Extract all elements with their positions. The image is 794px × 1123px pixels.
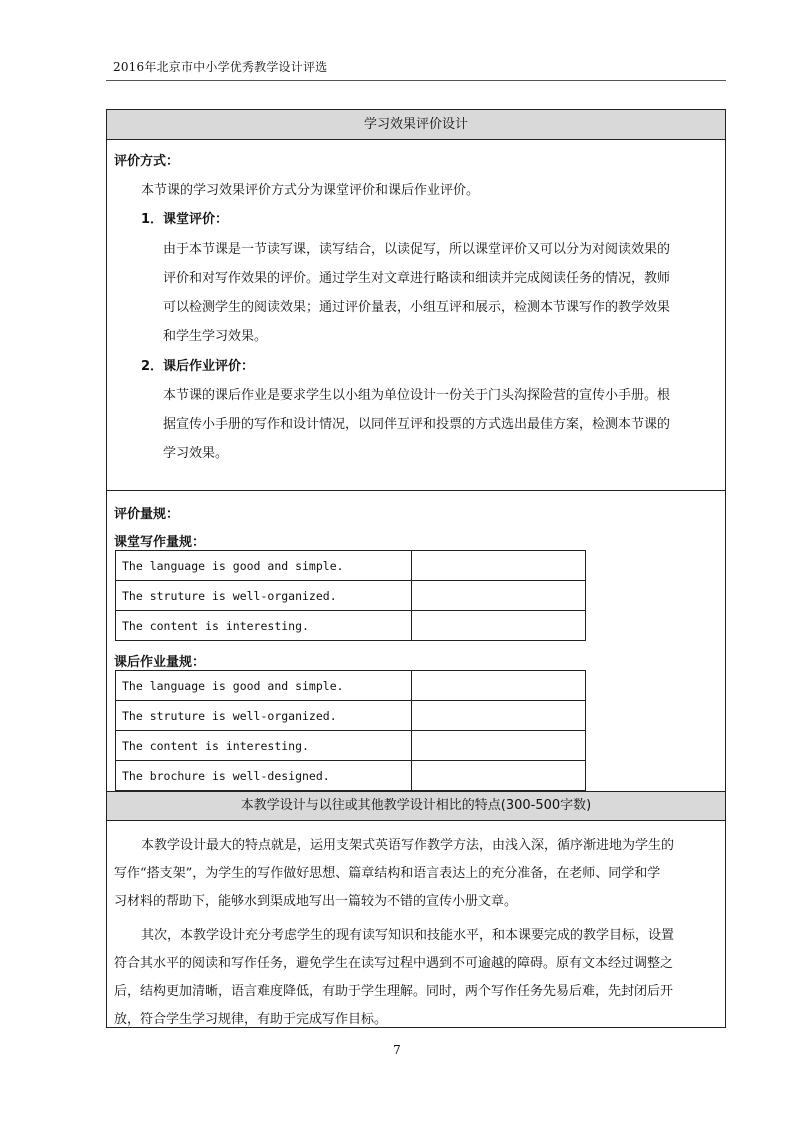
features-para2-line: 后，结构更加清晰，语言难度降低，有助于学生理解。同时，两个写作任务先易后难，先封闭后开 bbox=[114, 984, 674, 999]
rubric-criterion: The language is good and simple. bbox=[116, 551, 412, 581]
rubric-score-cell bbox=[412, 761, 586, 791]
classroom-eval-label: 1．课堂评价： bbox=[141, 212, 229, 227]
features-para1-line: 本教学设计最大的特点就是，运用支架式英语写作教学方法，由浅入深，循序渐进地为学生的 bbox=[141, 838, 675, 853]
features-para1-line: 写作“搭支架”，为学生的写作做好思想、篇章结构和语言表达上的充分准备，在老师、同学和学 bbox=[114, 866, 661, 881]
rubric-criterion: The language is good and simple. bbox=[116, 671, 412, 701]
rubric-score-cell bbox=[412, 551, 586, 581]
features-para2-line: 其次，本教学设计充分考虑学生的现有读写知识和技能水平，和本课要完成的教学目标，设置 bbox=[141, 928, 675, 943]
header-rule bbox=[106, 80, 726, 81]
table-row bbox=[116, 671, 586, 701]
table-row bbox=[116, 551, 586, 581]
rubric-score-cell bbox=[412, 671, 586, 701]
table-row bbox=[116, 731, 586, 761]
section-divider bbox=[107, 490, 725, 491]
document-header-title: 2016年北京市中小学优秀教学设计评选 bbox=[113, 60, 328, 74]
rubric-score-cell bbox=[412, 581, 586, 611]
classroom-rubric-table bbox=[115, 550, 586, 641]
features-heading: 本教学设计与以往或其他教学设计相比的特点(300-500字数) bbox=[107, 791, 725, 821]
page-number: 7 bbox=[393, 1043, 401, 1057]
eval-method-section bbox=[107, 140, 725, 490]
table-row bbox=[116, 611, 586, 641]
rubric-score-cell bbox=[412, 611, 586, 641]
rubric-score-cell bbox=[412, 701, 586, 731]
rubric-criterion: The struture is well-organized. bbox=[116, 701, 412, 731]
classroom-eval-line: 评价和对写作效果的评价。通过学生对文章进行略读和细读并完成阅读任务的情况，教师 bbox=[163, 271, 671, 286]
rubric-criterion: The brochure is well-designed. bbox=[116, 761, 412, 791]
homework-eval-line: 本节课的课后作业是要求学生以小组为单位设计一份关于门头沟探险营的宣传小手册。根 bbox=[163, 388, 671, 403]
classroom-rubric-label: 课堂写作量规： bbox=[114, 535, 206, 550]
classroom-eval-line: 可以检测学生的阅读效果；通过评价量表，小组互评和展示，检测本节课写作的教学效果 bbox=[163, 300, 671, 315]
rubric-score-cell bbox=[412, 731, 586, 761]
table-row bbox=[116, 761, 586, 791]
content-table bbox=[106, 109, 726, 1028]
features-para1-line: 习材料的帮助下，能够水到渠成地写出一篇较为不错的宣传小册文章。 bbox=[114, 894, 518, 909]
features-section bbox=[107, 820, 725, 1026]
homework-eval-line: 据宣传小手册的写作和设计情况，以同伴互评和投票的方式选出最佳方案，检测本节课的 bbox=[163, 417, 671, 432]
rubric-criterion: The struture is well-organized. bbox=[116, 581, 412, 611]
rubric-criterion: The content is interesting. bbox=[116, 611, 412, 641]
rubrics-label: 评价量规： bbox=[114, 507, 180, 522]
homework-rubric-table bbox=[115, 670, 586, 791]
eval-method-label: 评价方式： bbox=[114, 154, 180, 169]
eval-intro: 本节课的学习效果评价方式分为课堂评价和课后作业评价。 bbox=[141, 183, 480, 198]
table-row bbox=[116, 701, 586, 731]
features-para2-line: 符合其水平的阅读和写作任务，避免学生在读写过程中遇到不可逾越的障碍。原有文本经过调整之 bbox=[114, 956, 674, 971]
classroom-eval-line: 由于本节课是一节读写课，读写结合，以读促写，所以课堂评价又可以分为对阅读效果的 bbox=[163, 242, 671, 257]
rubric-criterion: The content is interesting. bbox=[116, 731, 412, 761]
homework-eval-label: 2．课后作业评价： bbox=[141, 359, 255, 374]
homework-eval-line: 学习效果。 bbox=[163, 446, 229, 461]
classroom-eval-line: 和学生学习效果。 bbox=[163, 329, 268, 344]
homework-rubric-label: 课后作业量规： bbox=[114, 655, 206, 670]
eval-design-heading: 学习效果评价设计 bbox=[107, 110, 725, 140]
features-para2-line: 放，符合学生学习规律，有助于完成写作目标。 bbox=[114, 1012, 388, 1027]
table-row bbox=[116, 581, 586, 611]
